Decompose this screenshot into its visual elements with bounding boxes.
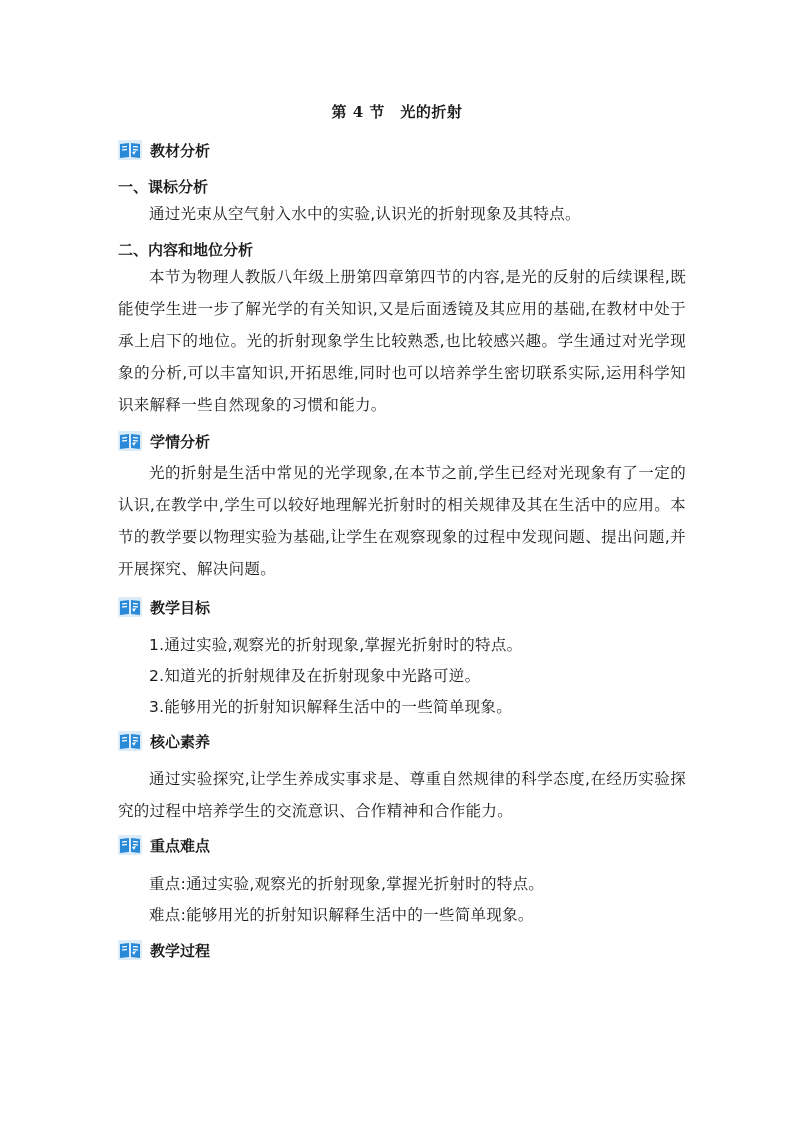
paragraph-suyang: 通过实验探究,让学生养成实事求是、尊重自然规律的科学态度,在经历实验探究的过程中培养学生的交流意识、合作精神和合作能力。: [118, 770, 686, 820]
paragraph-kebiao: 通过光束从空气射入水中的实验,认识光的折射现象及其特点。: [149, 205, 581, 223]
section-heading-label: 重点难点: [150, 836, 211, 855]
difficulty-label: 难点:: [149, 906, 187, 924]
section-heading-label: 学情分析: [150, 432, 211, 451]
key-point-line: [149, 872, 544, 894]
difficulty-text: 能够用光的折射知识解释生活中的一些简单现象。: [186, 906, 534, 924]
section-heading-label: 教学目标: [150, 598, 211, 617]
open-book-icon: [118, 835, 142, 855]
section-heading-label: 核心素养: [150, 732, 211, 751]
open-book-icon: [118, 140, 142, 160]
open-book-icon: [118, 597, 142, 617]
open-book-icon: [118, 731, 142, 751]
section-heading-jiaocai: [118, 139, 210, 161]
open-book-icon: [118, 431, 142, 451]
difficulty-line: [149, 903, 534, 925]
paragraph-neirong: 本节为物理人教版八年级上册第四章第四节的内容,是光的反射的后续课程,既能使学生进一步了解光学的有关知识,又是后面透镜及其应用的基础,在教材中处于承上启下的地位。光的折射现象学生比较熟悉,也比较感兴趣。学生通过对光学现象的分析,可以丰富知识,开拓思维,同时也可以培养学生密切联系实际,运用科学知识来解释一些自然现象的习惯和能力。: [118, 268, 686, 414]
open-book-icon: [118, 940, 142, 960]
key-point-text: 通过实验,观察光的折射现象,掌握光折射时的特点。: [186, 875, 545, 893]
section-heading-zhongdian: [118, 834, 210, 856]
key-point-label: 重点:: [149, 875, 187, 893]
section-heading-mubiao: [118, 596, 210, 618]
list-item: 3.能够用光的折射知识解释生活中的一些简单现象。: [149, 698, 512, 716]
list-item: 1.通过实验,观察光的折射现象,掌握光折射时的特点。: [149, 636, 523, 654]
section-heading-xueqing: [118, 430, 210, 452]
subheading-neirong: 二、内容和地位分析: [118, 241, 254, 259]
section-heading-guocheng: [118, 939, 210, 961]
section-heading-suyang: [118, 730, 210, 752]
subheading-kebiao: 一、课标分析: [118, 178, 209, 196]
page-title: 第 4 节 光的折射: [331, 103, 463, 121]
section-heading-label: 教学过程: [150, 941, 211, 960]
paragraph-xueqing: 光的折射是生活中常见的光学现象,在本节之前,学生已经对光现象有了一定的认识,在教学中,学生可以较好地理解光折射时的相关规律及其在生活中的应用。本节的教学要以物理实验为基础,让学生在观察现象的过程中发现问题、提出问题,并开展探究、解决问题。: [118, 464, 686, 578]
section-heading-label: 教材分析: [150, 141, 211, 160]
list-item: 2.知道光的折射规律及在折射现象中光路可逆。: [149, 667, 481, 685]
